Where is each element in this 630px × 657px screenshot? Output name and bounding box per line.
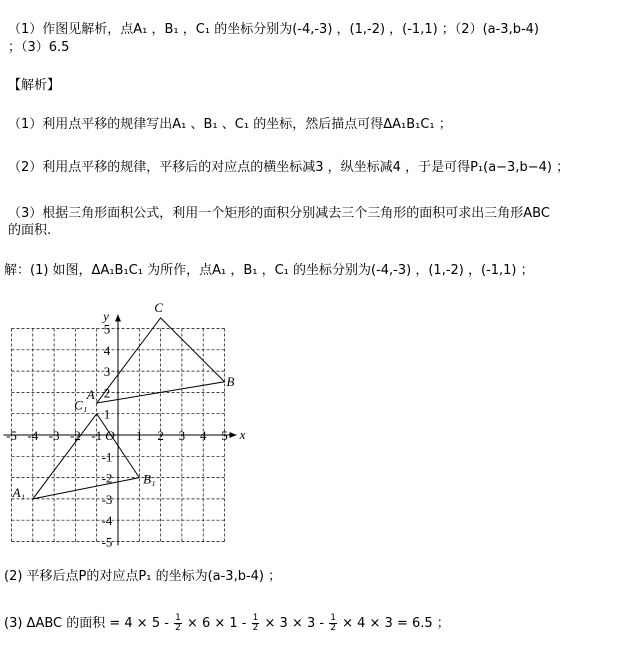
solution-part-3: [4, 614, 450, 633]
x-tick-label: -5: [6, 428, 17, 443]
answer-line-1: （1）作图见解析，点A₁ ，B₁ ，C₁ 的坐标分别为(-4,-3) ，(1,-2) ，(-1,1) ；（2）(a-3,b-4): [8, 22, 539, 37]
x-tick-label: -3: [48, 428, 60, 443]
y-tick-label: -3: [101, 491, 113, 507]
y-axis-arrow: [115, 315, 121, 322]
x-tick-label: 3: [178, 428, 186, 443]
x-tick-label: 5: [221, 428, 228, 443]
area-expression-term-1: × 6 × 1 -: [186, 616, 247, 631]
vertex-label: C₁: [74, 397, 88, 413]
vertex-label: A₁: [12, 484, 26, 500]
half-fraction: [174, 614, 182, 633]
x-axis-label: x: [239, 427, 246, 442]
y-tick-label: 1: [103, 406, 111, 422]
analysis-title: 【解析】: [8, 78, 61, 93]
fraction-numerator: 1: [175, 613, 181, 623]
fraction-denominator: 2: [175, 623, 181, 633]
answer-line-2: ；（3）6.5: [8, 40, 70, 55]
coordinate-graph: [0, 298, 250, 548]
vertex-label: A: [86, 387, 95, 403]
y-tick-label: -5: [101, 534, 113, 548]
fraction-numerator: 1: [252, 613, 259, 623]
y-tick-label: 5: [103, 321, 111, 337]
x-tick-label: -1: [91, 428, 103, 443]
vertex-label: B₁: [143, 471, 156, 487]
half-fraction: [329, 614, 337, 633]
area-expression-term-2: × 3 × 3 -: [264, 616, 325, 631]
x-tick-label: -2: [69, 428, 81, 443]
x-tick-label: 4: [199, 428, 207, 443]
analysis-paragraph-1: （1）利用点平移的规律写出A₁ 、B₁ 、C₁ 的坐标，然后描点可得ΔA₁B₁C₁ ；: [8, 117, 452, 132]
half-fraction: [252, 614, 260, 633]
solution-part-1: 解：(1) 如图，ΔA₁B₁C₁ 为所作，点A₁ ，B₁ ，C₁ 的坐标分别为(-4,-3) ，(1,-2) ，(-1,1) ；: [4, 263, 534, 278]
vertex-label: C: [154, 299, 163, 315]
fraction-numerator: 1: [330, 613, 336, 623]
vertex-label: B: [226, 373, 235, 389]
x-tick-label: 2: [157, 428, 164, 443]
x-axis-arrow: [230, 432, 237, 438]
y-tick-label: 3: [103, 364, 111, 380]
y-tick-label: 2: [103, 385, 111, 401]
analysis-paragraph-3-cont: 的面积.: [8, 223, 52, 238]
solution-part-2: (2) 平移后点P的对应点P₁ 的坐标为(a-3,b-4) ；: [4, 569, 282, 584]
area-expression-start: (3) ΔABC 的面积 = 4 × 5 -: [4, 616, 169, 631]
fraction-denominator: 2: [252, 623, 259, 633]
x-tick-label: 1: [136, 428, 143, 443]
x-tick-label: -4: [27, 428, 39, 443]
y-tick-label: 4: [103, 342, 111, 358]
analysis-paragraph-3: （3）根据三角形面积公式，利用一个矩形的面积分别减去三个三角形的面积可求出三角形ABC: [8, 206, 550, 221]
y-axis-label: y: [103, 308, 109, 324]
y-tick-label: -1: [101, 449, 113, 465]
y-tick-label: -4: [101, 513, 113, 529]
y-tick-label: -2: [101, 470, 113, 486]
analysis-paragraph-2: （2）利用点平移的规律，平移后的对应点的横坐标减3 ，纵坐标减4 ，于是可得P₁(a−3,b−4) ；: [8, 160, 570, 175]
area-expression-end: × 4 × 3 = 6.5 ；: [342, 616, 450, 631]
fraction-denominator: 2: [330, 623, 336, 633]
origin-label: O: [105, 428, 115, 443]
